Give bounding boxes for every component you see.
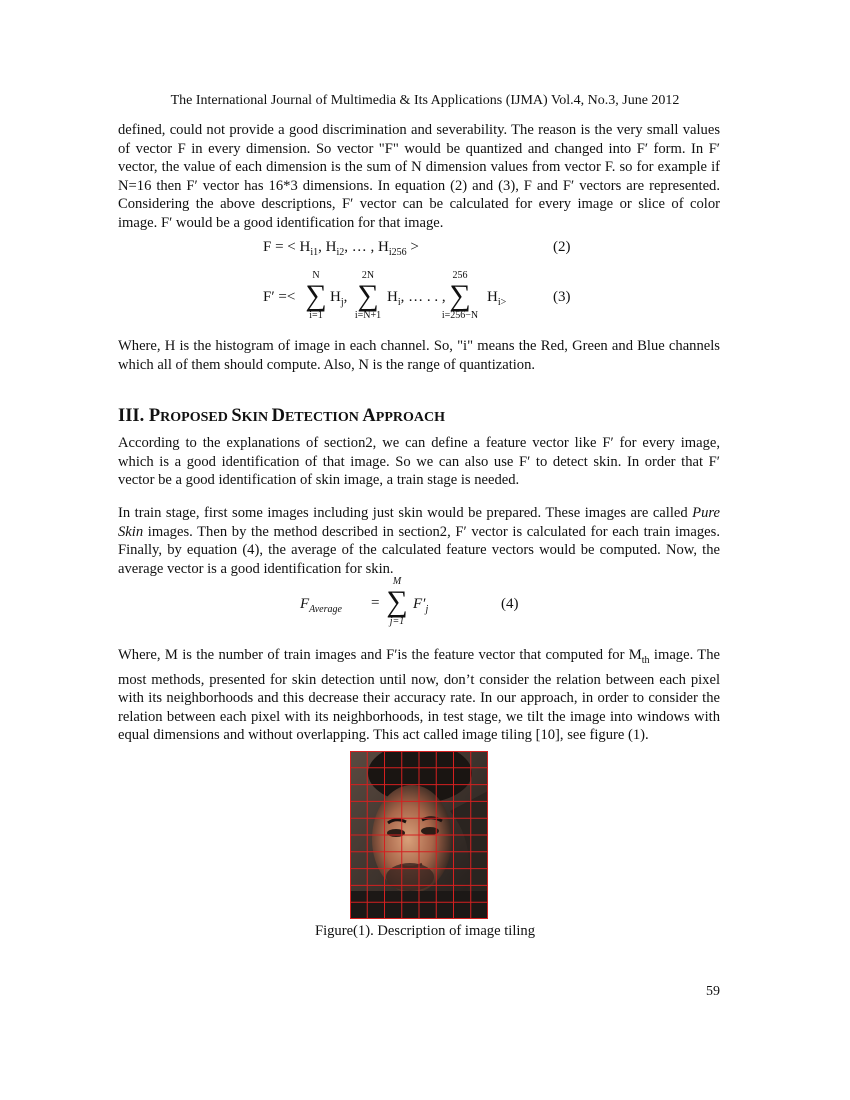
sum-lower-limit: i=N+1: [354, 310, 382, 321]
sum-lower-limit: i=256−N: [441, 310, 479, 321]
equation-2-number: (2): [553, 239, 571, 255]
eq3-sub: j: [340, 297, 344, 308]
figure-caption: Figure(1). Description of image tiling: [314, 923, 536, 939]
sum-upper-limit: N: [312, 270, 320, 281]
eq4-symbol: F′: [413, 596, 426, 612]
eq2-lhs: F = < H: [263, 239, 311, 255]
paragraph-intro: [118, 121, 720, 233]
heading-part: D: [271, 406, 285, 426]
paragraph-text: According to the explanations of section2, we can define a feature vector like F′ for every image, which is a good identification of that image. So we can also use F′ to detect skin. In order that F′ vector be a good identification of skin image, a train stage is needed.: [118, 435, 720, 489]
heading-part: ETECTION: [284, 410, 363, 425]
eq2-sub2: i2: [336, 247, 345, 258]
figure-image-tiling: [350, 751, 488, 919]
eq2-sub1: i1: [310, 247, 319, 258]
eq4-sum: [383, 576, 411, 628]
sigma-symbol: ∑: [386, 585, 408, 618]
paragraph-text: [118, 504, 720, 578]
eq3-term: H: [387, 289, 398, 305]
eq4-symbol: F: [300, 596, 310, 612]
equation-3-number: (3): [553, 289, 571, 305]
sum-lower-limit: j=1: [389, 616, 405, 627]
paragraph-where-h: [118, 337, 720, 374]
paragraph-feature-vector: [118, 434, 720, 490]
eq3-term-1: [330, 289, 347, 308]
sigma-symbol: ∑: [305, 279, 327, 312]
eq3-term: H: [330, 289, 341, 305]
subscript: th: [641, 654, 650, 666]
eq2-sub3: i256: [388, 247, 407, 258]
sigma-symbol: ∑: [449, 279, 471, 312]
eq3-term: H: [487, 289, 498, 305]
eq3-term-3: [487, 289, 506, 308]
running-header: The International Journal of Multimedia & Its Applications (IJMA) Vol.4, No.3, June 2012: [170, 93, 680, 108]
sum-upper-limit: 256: [452, 270, 468, 281]
eq2-part: , H: [318, 239, 337, 255]
text-run: Where, M is the number of train images and F′is the feature vector that computed for M: [118, 647, 642, 663]
text-run: image. The most methods, presented for skin detection until now, don’t consider the relation between each pixel with its neighborhoods and this decrease their accuracy rate. In our approach, in order to consider the relation between each pixel with its neighborhoods, in test stage, we tilt the image into windows with equal dimensions and without overlapping. This act called image tiling [10], see figure (1).: [118, 647, 720, 744]
italic-term: Pure Skin: [118, 505, 720, 540]
text-run: images. Then by the method described in section2, F′ vector is calculated for each train images. Finally, by equation (4), the average of the calculated feature vectors would be computed. Now, the average vector is a good identification for skin.: [118, 523, 720, 577]
sum-upper-limit: M: [392, 576, 402, 587]
heading-part: A: [362, 406, 376, 426]
eq3-sep: ,: [343, 289, 348, 305]
eq4-term: [413, 596, 428, 615]
eq3-sum-1: [302, 270, 330, 322]
eq3-sum-2: [348, 270, 388, 322]
equation-4-number: (4): [501, 596, 519, 612]
sigma-symbol: ∑: [357, 279, 379, 312]
eq4-equals: =: [371, 595, 380, 611]
sum-lower-limit: i=1: [309, 310, 323, 321]
heading-part: PPROACH: [375, 410, 445, 425]
eq4-sub: j: [425, 604, 429, 615]
heading-part: III. P: [118, 406, 161, 426]
eq3-sum-3: [431, 270, 489, 322]
equation-2: [263, 239, 419, 258]
paragraph-train-stage: [118, 504, 720, 578]
eq3-sep: , … . . ,: [400, 289, 446, 305]
eq2-end: >: [406, 239, 419, 255]
paragraph-text: [118, 646, 720, 745]
eq2-part: , … , H: [344, 239, 389, 255]
heading-part: S: [231, 406, 242, 426]
heading-part: ROPOSED: [160, 410, 232, 425]
tiled-face-photo: [350, 751, 488, 919]
paragraph-text: defined, could not provide a good discrimination and severability. The reason is the very small values of vector F in every dimension. So vector "F" would be quantized and changed into F′ form. In F′ vector, the value of each dimension is the sum of N dimension values from vector F. so for example if N=16 then F′ vector has 16*3 dimensions. In equation (2) and (3), F and F′ vectors are represented. Considering the above descriptions, F′ vector can be calculated for every image or slice of color image. F′ would be a good identification for that image.: [118, 122, 720, 231]
eq3-sub: i: [397, 297, 401, 308]
text-run: In train stage, first some images including just skin would be prepared. These images are called: [118, 505, 693, 521]
left-eye: [387, 829, 405, 837]
eq3-sub: i>: [497, 297, 507, 308]
eq3-lhs: F′ =<: [263, 289, 296, 305]
eq4-lhs: [300, 596, 342, 615]
page-number: 59: [706, 984, 720, 999]
heading-part: KIN: [241, 410, 272, 425]
section-heading: [118, 406, 445, 427]
paragraph-tiling: [118, 646, 720, 745]
eq4-sub: Average: [309, 604, 342, 615]
sum-upper-limit: 2N: [361, 270, 375, 281]
paragraph-text: Where, H is the histogram of image in each channel. So, "i" means the Red, Green and Blue channels which all of them should compute. Also, N is the range of quantization.: [118, 338, 720, 373]
